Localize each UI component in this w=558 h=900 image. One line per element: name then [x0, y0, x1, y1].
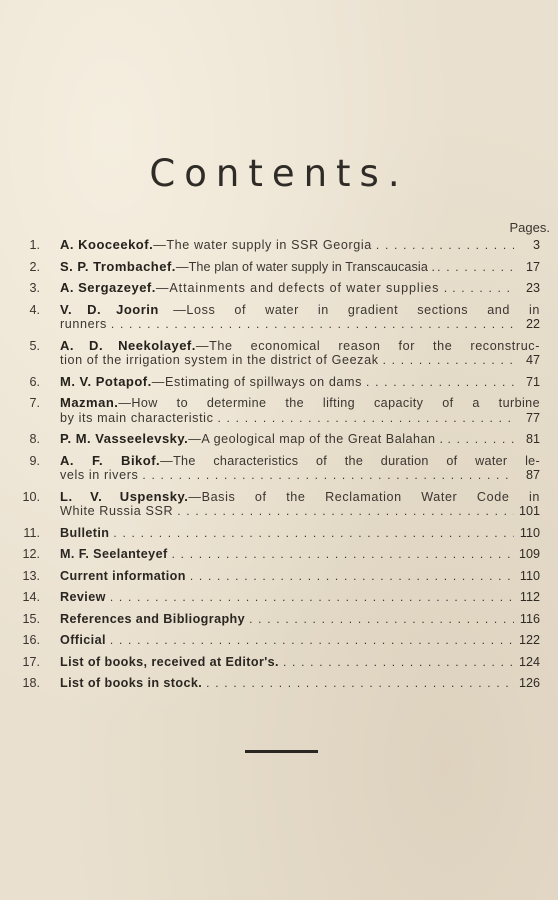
entry-author: A. Sergazeyef.	[60, 280, 156, 295]
entry-title-continued: White Russia SSR	[60, 504, 174, 518]
entry-number: 4.	[29, 302, 40, 317]
entry-page: 124	[518, 654, 540, 669]
entry-page: 110	[519, 568, 540, 583]
entry-number: 2.	[29, 259, 40, 274]
toc-entry	[18, 676, 540, 691]
leader-dots	[142, 468, 514, 483]
entry-author: S. P. Trombachef.	[60, 258, 176, 274]
entry-title: —Basis of the Reclamation Water Code in	[188, 489, 540, 504]
table-of-contents	[18, 238, 540, 691]
entry-page: 126	[518, 676, 540, 690]
page-title: Contents.	[149, 152, 409, 195]
leader-dots	[190, 569, 514, 584]
toc-entry	[18, 526, 540, 541]
entry-number: 16.	[22, 633, 40, 647]
entry-number: 5.	[29, 338, 40, 353]
toc-entry	[18, 303, 540, 332]
toc-entry	[18, 281, 540, 296]
entry-title: —The economical reason for the reconstruc-	[195, 338, 540, 353]
entry-page: 112	[519, 590, 540, 604]
entry-number: 10.	[22, 489, 40, 504]
leader-dots	[437, 260, 516, 275]
entry-number: 15.	[22, 611, 40, 626]
entry-author: P. M. Vasseelevsky.	[60, 431, 189, 446]
toc-entry	[18, 454, 540, 483]
entry-title: —A geological map of the Great Balahan .	[188, 432, 444, 446]
leader-dots	[177, 504, 514, 519]
entry-page: 22	[525, 317, 540, 331]
entry-title: —The plan of water supply in Transcaucasia .	[175, 259, 436, 274]
leader-dots	[376, 238, 514, 253]
entry-title: Bulletin	[60, 525, 110, 540]
leader-dots	[366, 375, 514, 390]
leader-dots	[283, 655, 514, 670]
leader-dots	[111, 317, 514, 332]
entry-title: —The characteristics of the duration of water le-	[160, 453, 540, 468]
entry-title: —Loss of water in gradient sections and in	[173, 302, 541, 317]
leader-dots	[217, 411, 514, 426]
entry-page: 109	[518, 547, 540, 561]
entry-author: A. D. Neekolayef.	[60, 337, 196, 353]
toc-entry	[18, 612, 540, 627]
entry-author: V. D. Joorin	[60, 301, 159, 317]
entry-number: 3.	[29, 281, 40, 295]
leader-dots	[249, 612, 514, 627]
entry-page: 47	[525, 353, 540, 367]
leader-dots	[110, 633, 514, 648]
entry-author: L. V. Uspensky.	[60, 488, 189, 504]
entry-title: Review	[60, 590, 106, 604]
toc-entry	[18, 396, 540, 425]
entry-number: 14.	[22, 590, 40, 604]
toc-entry	[18, 547, 540, 562]
entry-number: 17.	[22, 654, 40, 669]
entry-title-continued: tion of the irrigation system in the district of Geezak	[60, 353, 379, 367]
entry-title: —The water supply in SSR Georgia	[153, 238, 372, 252]
entry-title: M. F. Seelanteyef	[60, 547, 168, 561]
entry-page: 81	[525, 432, 540, 446]
entry-author: A. F. Bikof.	[60, 452, 161, 468]
entry-author: M. V. Potapof.	[60, 373, 152, 389]
toc-entry	[18, 375, 540, 390]
entry-title-continued: runners	[60, 317, 107, 331]
entry-page: 87	[525, 468, 540, 482]
leader-dots	[206, 676, 514, 691]
leader-dots	[110, 590, 514, 605]
toc-entry	[18, 569, 540, 584]
entry-author: Mazman.	[60, 395, 119, 410]
entry-page: 23	[525, 281, 540, 295]
entry-page: 17	[525, 259, 540, 274]
leader-dots	[172, 547, 514, 562]
entry-title: —Attainments and defects of water supplies .	[155, 281, 449, 295]
entry-title: List of books in stock.	[60, 676, 203, 690]
toc-entry	[18, 238, 540, 253]
entry-number: 13.	[22, 568, 40, 583]
entry-page: 101	[518, 504, 540, 518]
entry-number: 8.	[29, 432, 40, 446]
entry-title: Official	[60, 633, 106, 647]
leader-dots	[113, 526, 514, 541]
entry-number: 7.	[29, 396, 40, 410]
closing-rule	[245, 750, 318, 753]
entry-title: —Estimating of spillways on dams	[151, 374, 363, 389]
entry-title: References and Bibliography	[60, 611, 246, 626]
entry-title: List of books, received at Editor's.	[60, 654, 279, 669]
toc-entry	[18, 633, 540, 648]
entry-title-continued: by its main characteristic	[60, 410, 214, 425]
entry-page: 110	[519, 525, 540, 540]
toc-entry	[18, 490, 540, 519]
entry-number: 1.	[29, 238, 40, 252]
entry-author: A. Kooceekof.	[60, 237, 154, 252]
toc-entry	[18, 260, 540, 275]
leader-dots	[452, 281, 514, 296]
entry-page: 3	[532, 238, 540, 252]
toc-entry	[18, 432, 540, 447]
toc-entry	[18, 655, 540, 670]
entry-number: 11.	[23, 525, 40, 540]
toc-entry	[18, 339, 540, 368]
entry-title: —How to determine the lifting capacity of a turbine	[118, 396, 540, 410]
entry-page: 71	[525, 374, 540, 389]
entry-page: 122	[518, 633, 540, 647]
entry-title: Current information	[60, 568, 186, 583]
entry-number: 12.	[22, 547, 40, 561]
entry-page: 116	[519, 611, 540, 626]
entry-title-continued: vels in rivers	[60, 468, 139, 482]
toc-entry	[18, 590, 540, 605]
leader-dots	[448, 432, 514, 447]
entry-number: 18.	[22, 676, 40, 690]
entry-number: 9.	[29, 453, 40, 468]
leader-dots	[383, 353, 514, 368]
pages-column-label: Pages.	[509, 220, 550, 235]
entry-number: 6.	[29, 374, 40, 389]
entry-page: 77	[525, 410, 540, 425]
